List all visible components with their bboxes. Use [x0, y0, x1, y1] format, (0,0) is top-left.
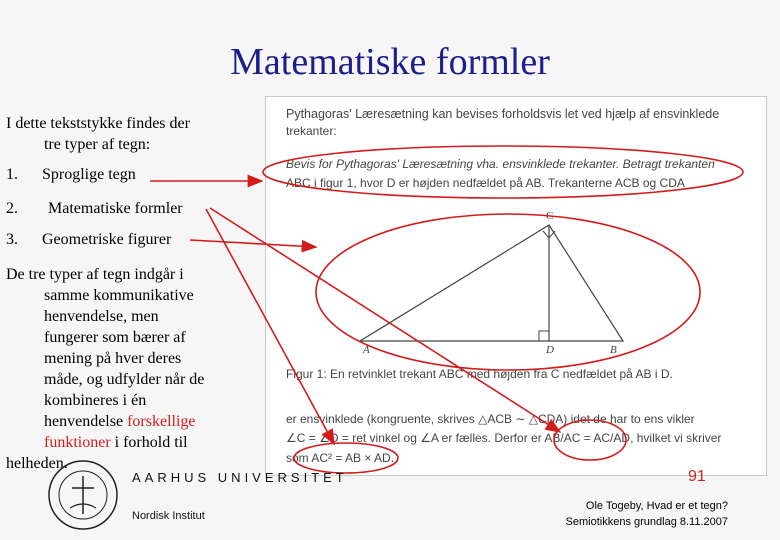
list-num: 3.: [6, 231, 18, 248]
doc-line-4: ABC i figur 1, hvor D er højden nedfældet på AB. Trekanterne ACB og CDA: [286, 176, 685, 190]
para-line: samme kommunikative: [44, 287, 194, 304]
list-num: 2.: [6, 200, 18, 217]
university-name: AARHUS UNIVERSITET: [132, 470, 348, 485]
list-label: Geometriske figurer: [42, 231, 172, 248]
fraction-ellipse: [554, 420, 626, 460]
para-line: kombineres i én: [44, 392, 147, 409]
para-line: fungerer som bærer af: [44, 329, 186, 346]
para-text: henvendelse: [44, 413, 128, 430]
list-label: Sproglige tegn: [42, 166, 136, 183]
vertex-label-c: C: [546, 210, 554, 222]
intro-line-2: tre typer af tegn:: [44, 136, 151, 153]
doc-line-5: er ensvinklede (kongruente, skrives △ACB ∼ △CDA) idet de har to ens vikler: [286, 412, 695, 426]
list-num: 1.: [6, 166, 18, 183]
doc-line-6: ∠C = ∠D = ret vinkel og ∠A er fælles. Derfor er AB/AC = AC/AD, hvilket vi skriver: [286, 431, 722, 445]
para-line-first: De tre typer af tegn indgår i: [6, 266, 184, 283]
list-label: Matematiske formler: [48, 200, 183, 217]
doc-line-2: trekanter:: [286, 124, 337, 138]
para-line: henvendelse, men: [44, 308, 159, 325]
doc-line-7: som AC² = AB × AD.: [286, 451, 395, 465]
highlight-word: forskellige: [127, 413, 196, 430]
doc-figure-caption: Figur 1: En retvinklet trekant ABC med højden fra C nedfældet på AB i D.: [286, 367, 673, 381]
vertex-label-b: B: [610, 344, 617, 356]
page-number: 91: [688, 468, 706, 485]
para-text: i forhold til: [110, 434, 188, 451]
para-line: måde, og udfylder når de: [44, 371, 205, 388]
arrow-figures: [190, 240, 316, 247]
figure-ellipse: [316, 214, 700, 370]
doc-line-3: Bevis for Pythagoras' Læresætning vha. ensvinklede trekanter. Betragt trekanten: [286, 157, 715, 171]
university-seal-icon: [46, 458, 120, 532]
arrow-formula-2: [210, 208, 560, 432]
institute-name: Nordisk Institut: [132, 510, 205, 522]
author-line-1: Ole Togeby, Hvad er et tegn?: [585, 500, 728, 512]
para-line: mening på hver deres: [44, 350, 182, 367]
highlight-word: funktioner: [44, 434, 111, 451]
vertex-label-d: D: [546, 344, 554, 356]
vertex-label-a: A: [363, 344, 370, 356]
para-line-last: helheden.: [6, 455, 68, 472]
language-signs-ellipse: [263, 146, 743, 198]
intro-line-1: I dette tekststykke findes der: [6, 115, 190, 132]
slide-title: Matematiske formler: [230, 41, 550, 83]
author-line-2: Semiotikkens grundlag 8.11.2007: [565, 516, 728, 528]
formula-ellipse: [294, 443, 398, 473]
doc-line-1: Pythagoras' Læresætning kan bevises forholdsvis let ved hjælp af ensvinklede: [286, 107, 720, 121]
author-credit: [566, 498, 728, 530]
